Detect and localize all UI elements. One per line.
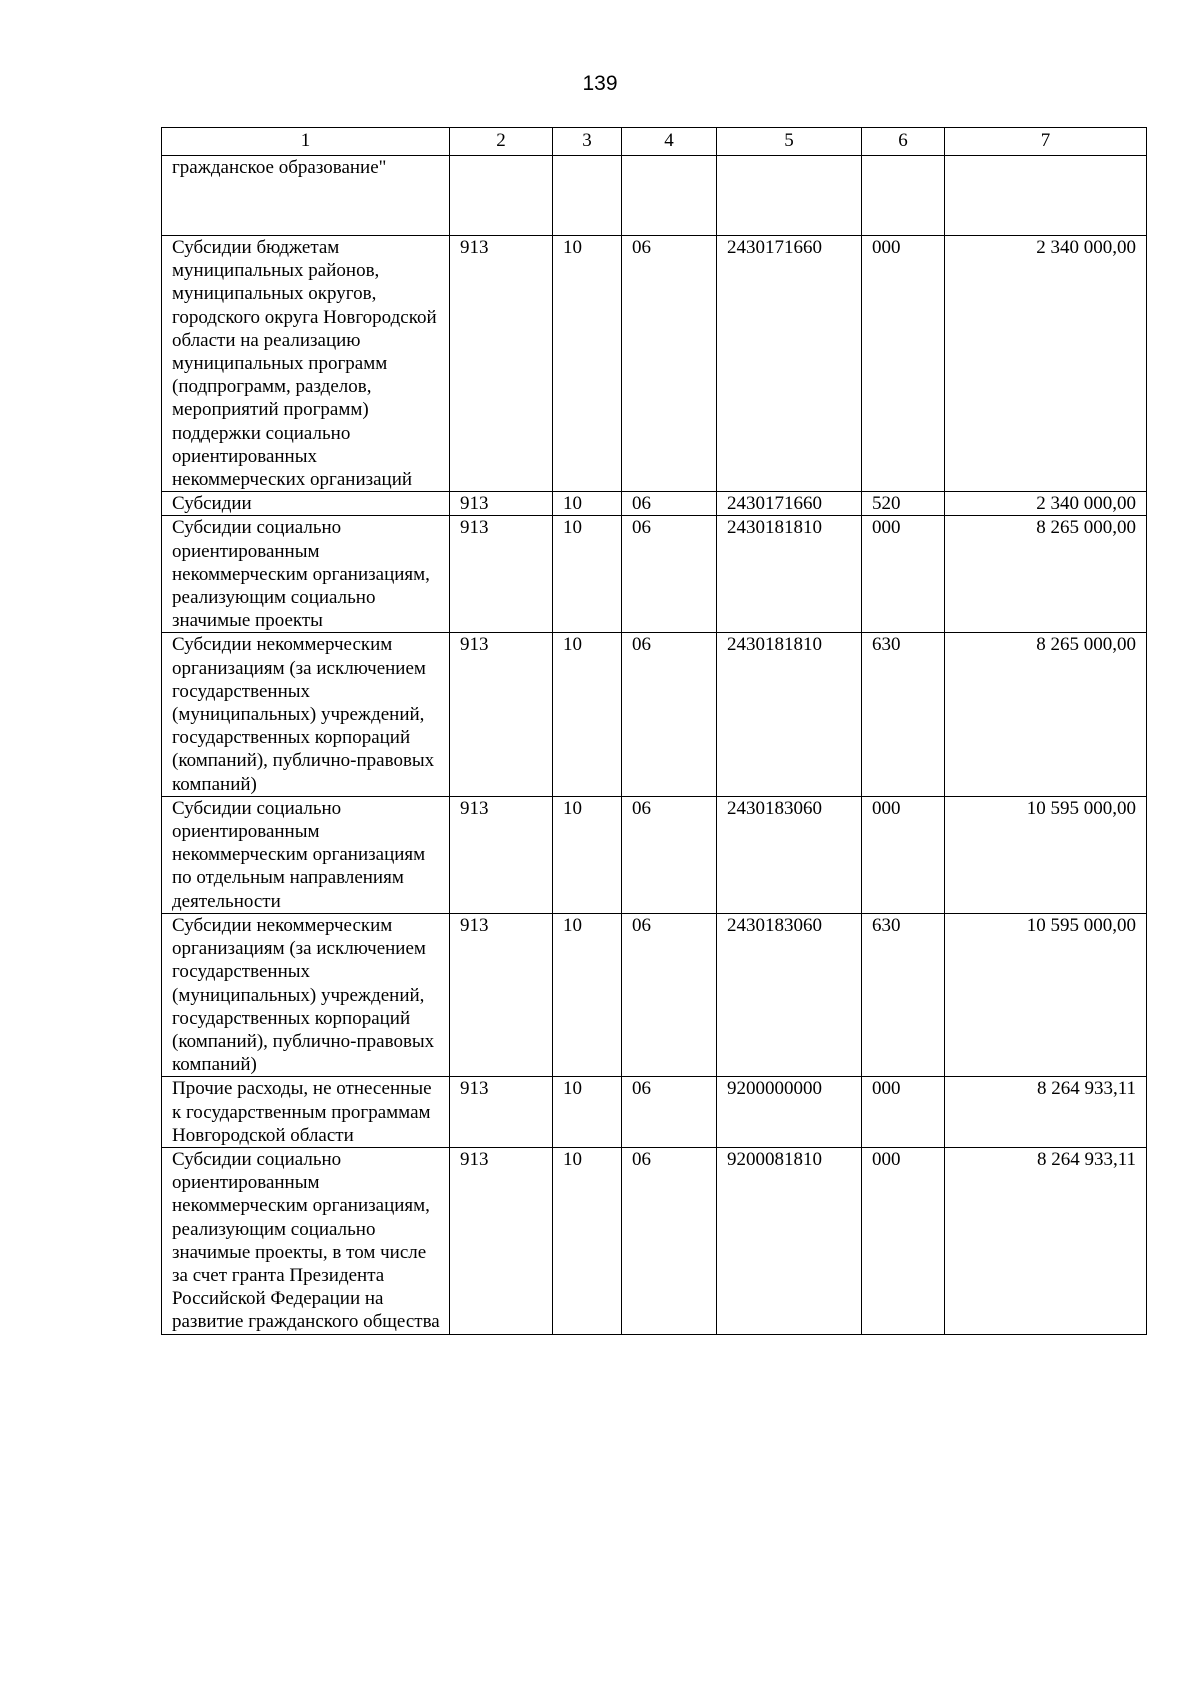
cell (553, 156, 622, 236)
cell: 913 (450, 492, 553, 516)
cell: 2430171660 (717, 492, 862, 516)
column-header: 1 (162, 128, 450, 156)
cell: 9200081810 (717, 1147, 862, 1334)
row-name-cell: Субсидии социально ориентированным некоммерческим организациям, реализующим социально значимые проекты (162, 516, 450, 633)
cell: 2430183060 (717, 913, 862, 1076)
cell: 913 (450, 633, 553, 796)
cell: 2430183060 (717, 796, 862, 913)
row-name-cell: гражданское образование" (162, 156, 450, 236)
table-row (162, 1147, 1147, 1334)
cell: 000 (862, 1147, 945, 1334)
table-row (162, 1077, 1147, 1148)
cell: 630 (862, 633, 945, 796)
cell: 000 (862, 1077, 945, 1148)
cell: 06 (622, 796, 717, 913)
cell: 2430181810 (717, 633, 862, 796)
cell: 06 (622, 633, 717, 796)
cell: 000 (862, 236, 945, 492)
amount-cell: 10 595 000,00 (945, 913, 1147, 1076)
cell: 913 (450, 1147, 553, 1334)
row-name-cell: Субсидии некоммерческим организациям (за исключением государственных (муниципальных) учреждений, государственных корпораций (компаний), публично-правовых компаний) (162, 633, 450, 796)
row-name-cell: Субсидии (162, 492, 450, 516)
cell: 913 (450, 1077, 553, 1148)
cell: 2430181810 (717, 516, 862, 633)
page-number: 139 (582, 72, 618, 95)
cell: 630 (862, 913, 945, 1076)
cell: 520 (862, 492, 945, 516)
cell: 06 (622, 236, 717, 492)
cell: 913 (450, 913, 553, 1076)
amount-cell (945, 156, 1147, 236)
amount-cell: 2 340 000,00 (945, 236, 1147, 492)
amount-cell: 8 264 933,11 (945, 1147, 1147, 1334)
cell: 000 (862, 796, 945, 913)
column-header: 4 (622, 128, 717, 156)
cell: 10 (553, 633, 622, 796)
row-name-cell: Субсидии социально ориентированным некоммерческим организациям по отдельным направлениям деятельности (162, 796, 450, 913)
cell: 913 (450, 236, 553, 492)
amount-cell: 10 595 000,00 (945, 796, 1147, 913)
column-header: 3 (553, 128, 622, 156)
table-row (162, 156, 1147, 236)
cell: 06 (622, 913, 717, 1076)
cell: 10 (553, 516, 622, 633)
table-row (162, 492, 1147, 516)
cell: 10 (553, 492, 622, 516)
column-header: 6 (862, 128, 945, 156)
amount-cell: 8 264 933,11 (945, 1077, 1147, 1148)
amount-cell: 8 265 000,00 (945, 633, 1147, 796)
cell: 10 (553, 236, 622, 492)
cell: 06 (622, 1147, 717, 1334)
column-header: 7 (945, 128, 1147, 156)
table-header-row (162, 128, 1147, 156)
cell (717, 156, 862, 236)
row-name-cell: Прочие расходы, не отнесенные к государственным программам Новгородской области (162, 1077, 450, 1148)
cell: 10 (553, 1077, 622, 1148)
cell: 9200000000 (717, 1077, 862, 1148)
cell: 913 (450, 796, 553, 913)
cell (450, 156, 553, 236)
cell: 000 (862, 516, 945, 633)
table-row (162, 236, 1147, 492)
column-header: 5 (717, 128, 862, 156)
table-row (162, 516, 1147, 633)
cell: 10 (553, 913, 622, 1076)
table-row (162, 913, 1147, 1076)
cell: 2430171660 (717, 236, 862, 492)
cell: 10 (553, 1147, 622, 1334)
cell: 913 (450, 516, 553, 633)
cell (862, 156, 945, 236)
cell: 06 (622, 516, 717, 633)
row-name-cell: Субсидии бюджетам муниципальных районов, муниципальных округов, городского округа Новгородской области на реализацию муниципальных программ (подпрограмм, разделов, мероприятий программ) поддержки социально ориентированных некоммерческих организаций (162, 236, 450, 492)
cell (622, 156, 717, 236)
cell: 06 (622, 1077, 717, 1148)
cell: 06 (622, 492, 717, 516)
table-row (162, 633, 1147, 796)
row-name-cell: Субсидии социально ориентированным некоммерческим организациям, реализующим социально значимые проекты, в том числе за счет гранта Президента Российской Федерации на развитие гражданского общества (162, 1147, 450, 1334)
budget-table (161, 127, 1147, 1335)
amount-cell: 8 265 000,00 (945, 516, 1147, 633)
row-name-cell: Субсидии некоммерческим организациям (за исключением государственных (муниципальных) учреждений, государственных корпораций (компаний), публично-правовых компаний) (162, 913, 450, 1076)
column-header: 2 (450, 128, 553, 156)
cell: 10 (553, 796, 622, 913)
amount-cell: 2 340 000,00 (945, 492, 1147, 516)
table-row (162, 796, 1147, 913)
